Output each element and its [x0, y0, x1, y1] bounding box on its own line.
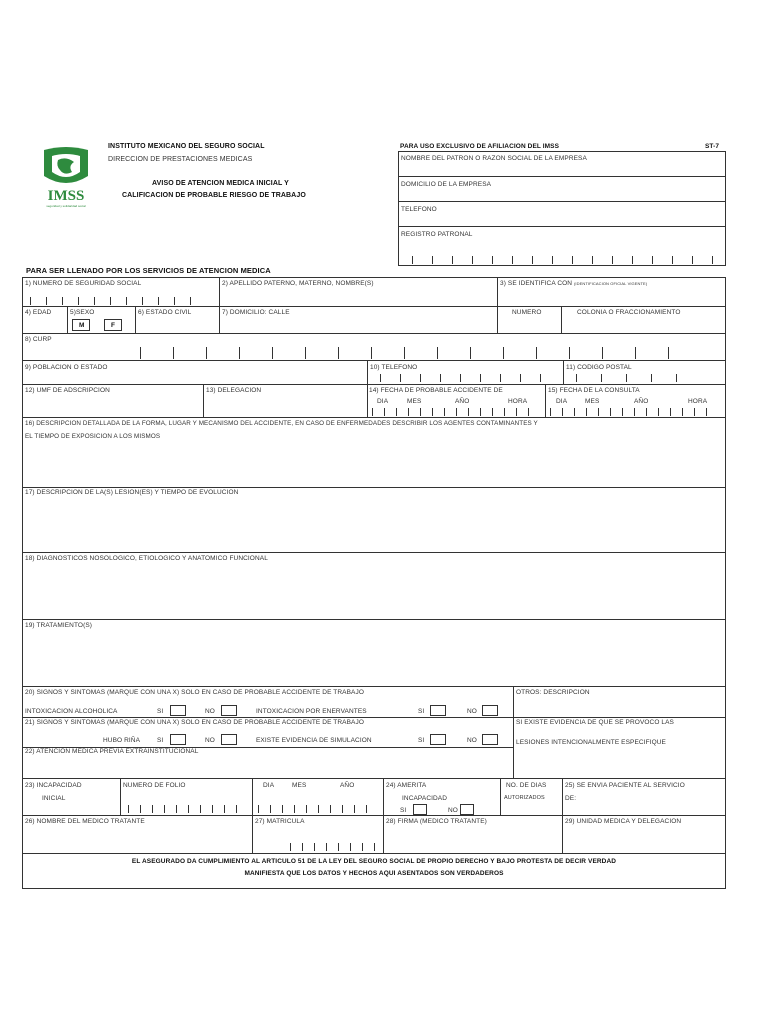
umf-label: 12) UMF DE ADSCRIPCION [25, 387, 110, 394]
marital-status-field[interactable] [138, 318, 216, 330]
employer-name-label: NOMBRE DEL PATRON O RAZON SOCIAL DE LA EMPRESA [401, 155, 587, 162]
accident-date-field[interactable] [372, 407, 542, 416]
form-title-line1: AVISO DE ATENCION MEDICA INICIAL Y [152, 180, 289, 187]
folio-field[interactable] [128, 804, 248, 813]
age-label: 4) EDAD [25, 309, 52, 316]
neighborhood-label: COLONIA O FRACCIONAMIENTO [577, 309, 681, 316]
drug-no-label: NO [467, 708, 477, 715]
postal-code-label: 11) CODIGO POSTAL [566, 364, 632, 371]
exclusive-use-label: PARA USO EXCLUSIVO DE AFILIACION DEL IMSS [400, 143, 560, 150]
accident-date-label: 14) FECHA DE PROBABLE ACCIDENTE DE [369, 387, 503, 394]
accident-description-label-line1: 16) DESCRIPCION DETALLADA DE LA FORMA, LUGAR Y MECANISMO DEL ACCIDENTE, EN CASO DE ENFERMEDADES DESCRIBIR LOS AGENTES CONTAMINANTES Y [25, 420, 538, 427]
curp-field[interactable] [140, 347, 700, 359]
form-code: ST-7 [705, 143, 720, 150]
doctor-signature-label: 28) FIRMA (MEDICO TRATANTE) [386, 818, 487, 825]
logo-text: IMSS [47, 188, 85, 204]
accident-description-label-line2: EL TIEMPO DE EXPOSICION A LOS MISMOS [25, 433, 161, 440]
injury-description-label: 17) DESCRIPCION DE LA(S) LESION(ES) Y TIEMPO DE EVOLUCION [25, 489, 239, 496]
doctor-signature-field[interactable] [386, 828, 558, 850]
address-street-label: 7) DOMICILIO: CALLE [222, 309, 290, 316]
accident-day-label: DIA [377, 398, 389, 405]
fight-no-checkbox[interactable] [221, 734, 237, 745]
postal-code-field[interactable] [576, 372, 696, 382]
simulation-label: EXISTE EVIDENCIA DE SIMULACION [256, 737, 372, 744]
diagnosis-label: 18) DIAGNOSTICOS NOSOLOGICO, ETIOLOGICO Y ANATOMICO FUNCIONAL [25, 555, 268, 562]
incapacity-year-label: AÑO [340, 782, 355, 789]
incapacity-label: 23) INCAPACIDAD [25, 782, 82, 789]
registration-number-field[interactable] [290, 842, 380, 851]
alcohol-si-label: SI [157, 708, 164, 715]
section-title: PARA SER LLENADO POR LOS SERVICIOS DE ATENCION MEDICA [26, 266, 271, 275]
employer-address-field[interactable] [401, 188, 721, 200]
footer-declaration-line1: EL ASEGURADO DA CUMPLIMIENTO AL ARTICULO 51 DE LA LEY DEL SEGURO SOCIAL DE PROPIO DERECHO Y BAJO PROTESTA DE DECIR VERDAD [131, 858, 617, 865]
drug-si-checkbox[interactable] [430, 705, 446, 716]
fight-si-checkbox[interactable] [170, 734, 186, 745]
fight-si-label: SI [157, 737, 164, 744]
treatment-field[interactable] [25, 633, 725, 687]
prior-care-label: 22) ATENCION MEDICA PREVIA EXTRAINSTITUCIONAL [25, 748, 199, 755]
address-number-label: NUMERO [512, 309, 542, 316]
diagnosis-field[interactable] [25, 566, 725, 620]
phone-field[interactable] [380, 372, 560, 382]
direction-name: DIRECCION DE PRESTACIONES MEDICAS [108, 156, 253, 163]
address-number-field[interactable] [500, 318, 558, 330]
form-title-line2: CALIFICACION DE PROBABLE RIESGO DE TRABAJO [122, 192, 306, 199]
doctor-name-field[interactable] [25, 832, 249, 844]
alcohol-si-checkbox[interactable] [170, 705, 186, 716]
employer-phone-field[interactable] [401, 213, 721, 225]
merits-no-label: NO [448, 807, 458, 814]
days-label: NO. DE DIAS [506, 782, 547, 789]
referral-label: 25) SE ENVIA PACIENTE AL SERVICIO [565, 782, 685, 789]
employer-registry-field[interactable] [412, 254, 722, 264]
accident-year-label: AÑO [455, 398, 470, 405]
curp-label: 8) CURP [25, 336, 52, 343]
consult-year-label: AÑO [634, 398, 649, 405]
injury-description-field[interactable] [25, 500, 725, 552]
full-name-label: 2) APELLIDO PATERNO, MATERNO, NOMBRE(S) [222, 280, 374, 287]
eagle-emblem-icon [38, 146, 94, 190]
other-description-label: OTROS: DESCRIPCION [516, 689, 590, 696]
identification-label: 3) SE IDENTIFICA CON (IDENTIFICACION OFICIAL VIGENTE) [500, 280, 648, 287]
medical-unit-label: 29) UNIDAD MEDICA Y DELEGACION [565, 818, 682, 825]
incapacity-month-label: MES [292, 782, 307, 789]
consultation-date-label: 15) FECHA DE LA CONSULTA [548, 387, 640, 394]
phone-label: 10) TELEFONO [370, 364, 418, 371]
accident-description-field[interactable] [25, 444, 725, 488]
full-name-field[interactable] [222, 290, 492, 302]
consultation-date-field[interactable] [550, 407, 722, 416]
sex-label: 5)SEXO [70, 309, 95, 316]
medical-unit-field[interactable] [565, 832, 722, 844]
employer-name-field[interactable] [401, 163, 721, 175]
alcohol-intox-label: INTOXICACION ALCOHOLICA [25, 708, 118, 715]
simulation-si-label: SI [418, 737, 425, 744]
incapacity-date-field[interactable] [258, 804, 380, 813]
prior-care-field[interactable] [25, 760, 509, 772]
days-authorized-label: AUTORIZADOS [504, 795, 545, 801]
marital-status-label: 6) ESTADO CIVIL [138, 309, 192, 316]
age-field[interactable] [25, 318, 65, 330]
alcohol-no-checkbox[interactable] [221, 705, 237, 716]
simulation-si-checkbox[interactable] [430, 734, 446, 745]
city-state-label: 9) POBLACION O ESTADO [25, 364, 108, 371]
incapacity-day-label: DIA [263, 782, 275, 789]
city-state-field[interactable] [25, 371, 363, 383]
institute-name: INSTITUTO MEXICANO DEL SEGURO SOCIAL [108, 143, 265, 150]
referral-de-label: DE: [565, 795, 577, 802]
employer-address-label: DOMICILIO DE LA EMPRESA [401, 181, 492, 188]
alcohol-no-label: NO [205, 708, 215, 715]
signs-symptoms-label-21: 21) SIGNOS Y SINTOMAS (MARQUE CON UNA X) SOLO EN CASO DE PROBABLE ACCIDENTE DE TRABAJO [25, 719, 364, 726]
simulation-no-checkbox[interactable] [482, 734, 498, 745]
sex-f-label: F [111, 322, 116, 329]
logo-subtitle: seguridad y solidaridad social [46, 204, 86, 208]
accident-month-label: MES [407, 398, 422, 405]
employer-phone-label: TELEFONO [401, 206, 437, 213]
imss-logo [38, 146, 94, 208]
folio-label: NUMERO DE FOLIO [123, 782, 186, 789]
delegation-field[interactable] [206, 400, 364, 412]
identification-field[interactable] [500, 290, 722, 302]
merits-si-label: SI [400, 807, 407, 814]
umf-field[interactable] [25, 400, 200, 412]
merits-label: 24) AMERITA [386, 782, 427, 789]
fight-no-label: NO [205, 737, 215, 744]
signs-symptoms-label: 20) SIGNOS Y SINTOMAS (MARQUE CON UNA X) SOLO EN CASO DE PROBABLE ACCIDENTE DE TRABAJO [25, 689, 364, 696]
days-authorized-field[interactable] [504, 802, 559, 814]
intentional-evidence-label-line1: SI EXISTE EVIDENCIA DE QUE SE PROVOCO LAS [516, 719, 674, 726]
ssn-label: 1) NUMERO DE SEGURIDAD SOCIAL [25, 280, 142, 287]
fight-label: HUBO RIÑA [103, 737, 141, 744]
drug-intox-label: INTOXICACION POR ENERVANTES [256, 708, 367, 715]
employer-registry-label: REGISTRO PATRONAL [401, 231, 473, 238]
drug-si-label: SI [418, 708, 425, 715]
delegation-label: 13) DELEGACION [206, 387, 262, 394]
consult-day-label: DIA [556, 398, 568, 405]
doctor-name-label: 26) NOMBRE DEL MEDICO TRATANTE [25, 818, 145, 825]
registration-number-label: 27) MATRICULA [255, 818, 305, 825]
consult-month-label: MES [585, 398, 600, 405]
merits-incapacity-label: INCAPACIDAD [402, 795, 448, 802]
sex-m-label: M [79, 322, 85, 329]
neighborhood-field[interactable] [564, 318, 722, 330]
drug-no-checkbox[interactable] [482, 705, 498, 716]
treatment-label: 19) TRATAMIENTO(S) [25, 622, 93, 629]
accident-hour-label: HORA [508, 398, 528, 405]
consult-hour-label: HORA [688, 398, 708, 405]
initial-label: INICIAL [42, 795, 66, 802]
merits-no-checkbox[interactable] [460, 804, 474, 815]
address-street-field[interactable] [222, 318, 494, 330]
ssn-field[interactable] [30, 295, 218, 305]
footer-declaration-line2: MANIFIESTA QUE LOS DATOS Y HECHOS AQUI ASENTADOS SON VERDADEROS [244, 870, 504, 877]
referral-field[interactable] [578, 793, 722, 805]
intentional-evidence-label-line2: LESIONES INTENCIONALMENTE ESPECIFIQUE [516, 739, 666, 746]
merits-si-checkbox[interactable] [413, 804, 427, 815]
simulation-no-label: NO [467, 737, 477, 744]
